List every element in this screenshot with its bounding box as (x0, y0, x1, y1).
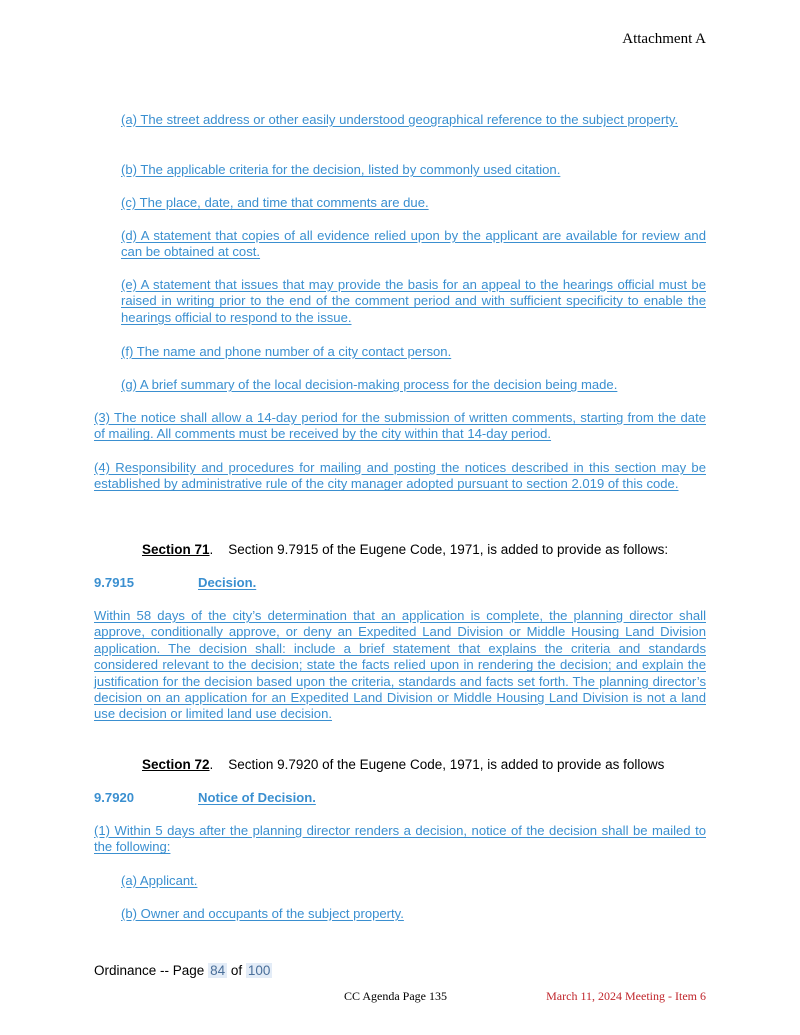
item-e: (e) A statement that issues that may provide the basis for an appeal to the hearings official must be raised in writing prior to the end of the comment period and with sufficient specificity to enable the hearings official to respond to the issue. (121, 277, 706, 325)
section-71-text: Section 9.7915 of the Eugene Code, 1971, is added to provide as follows: (228, 542, 669, 557)
notice-item-a: (a) Applicant. (121, 873, 198, 888)
agenda-page: CC Agenda Page 135 (344, 989, 447, 1003)
heading-9-7915-number: 9.7915 (94, 575, 135, 590)
item-f: (f) The name and phone number of a city contact person. (121, 344, 452, 359)
decision-paragraph: Within 58 days of the city’s determination that an application is complete, the planning director shall approve, conditionally approve, or deny an Expedited Land Division or Middle Housing Land Division application. The decision shall: include a brief statement that explains the criteria and standards considered relevant to the decision; state the facts relied upon in rendering the decision; and explain the justification for the decision based upon the criteria, standards and facts set forth. The planning director’s decision on an application for an Expedited Land Division or Middle Housing Land Division is not a land use decision or limited land use decision. (94, 608, 706, 722)
footer-of: of (230, 963, 243, 978)
heading-9-7920-title: Notice of Decision. (198, 790, 316, 805)
section-71-label: Section 71 (142, 542, 210, 557)
item-g: (g) A brief summary of the local decision-making process for the decision being made. (121, 377, 618, 392)
heading-9-7915-title: Decision. (198, 575, 257, 590)
item-b: (b) The applicable criteria for the decision, listed by commonly used citation. (121, 162, 561, 177)
item-d: (d) A statement that copies of all evidence relied upon by the applicant are available for review and can be obtained at cost. (121, 228, 706, 260)
footer-total-pages: 100 (247, 963, 271, 978)
page-footer (94, 963, 272, 978)
section-72-heading: Section 72. Section 9.7920 of the Eugene Code, 1971, is added to provide as follows (142, 757, 665, 772)
notice-paragraph-1: (1) Within 5 days after the planning director renders a decision, notice of the decision shall be mailed to the following: (94, 823, 706, 855)
heading-9-7915 (94, 575, 256, 590)
meeting-item: March 11, 2024 Meeting - Item 6 (546, 989, 706, 1003)
paragraph-3: (3) The notice shall allow a 14-day period for the submission of written comments, starting from the date of mailing. All comments must be received by the city within that 14-day period. (94, 410, 706, 442)
attachment-label: Attachment A (622, 31, 706, 47)
section-71-heading: Section 71. Section 9.7915 of the Eugene Code, 1971, is added to provide as follows: (142, 542, 669, 557)
section-72-text: Section 9.7920 of the Eugene Code, 1971, is added to provide as follows (228, 757, 665, 772)
paragraph-4: (4) Responsibility and procedures for mailing and posting the notices described in this section may be established by administrative rule of the city manager adopted pursuant to section 2.019 of this code. (94, 460, 706, 492)
item-c: (c) The place, date, and time that comments are due. (121, 195, 429, 210)
item-a: (a) The street address or other easily understood geographical reference to the subject property. (121, 112, 679, 127)
heading-9-7920-number: 9.7920 (94, 790, 135, 805)
footer-page-number: 84 (210, 963, 226, 978)
heading-9-7920 (94, 790, 316, 805)
notice-item-b: (b) Owner and occupants of the subject property. (121, 906, 404, 921)
footer-label: Ordinance -- Page (94, 963, 205, 978)
section-72-label: Section 72 (142, 757, 210, 772)
